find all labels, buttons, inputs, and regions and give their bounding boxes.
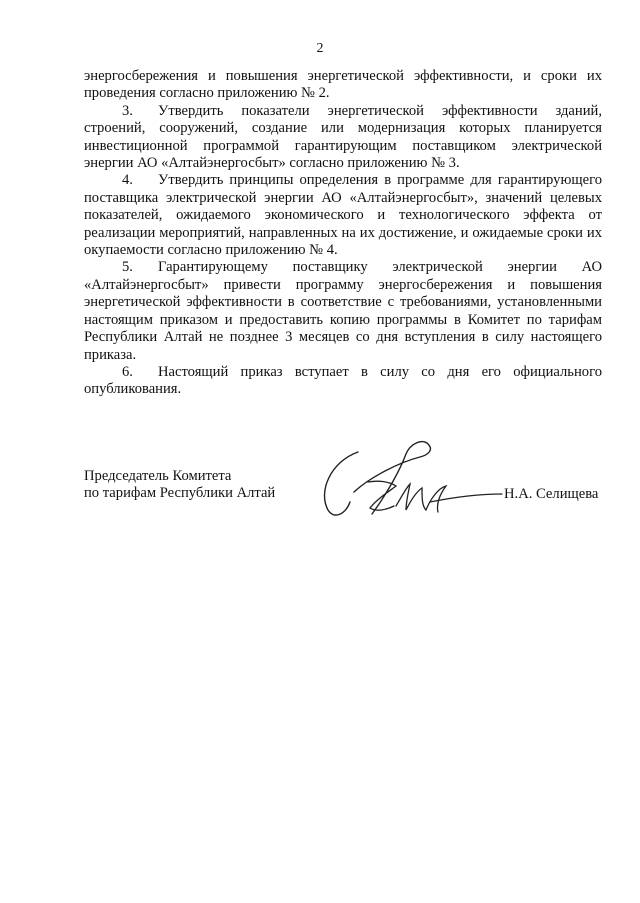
item-number: 3.: [122, 102, 133, 119]
intro-paragraph: энергосбережения и повышения энергетической эффективности, и сроки их проведения согласно приложению № 2.: [84, 68, 602, 102]
item-number: 6.: [122, 363, 133, 380]
item-text: Утвердить показатели энергетической эффективности зданий, строений, сооружений, создание или модернизация которых планируется инвестиционной программой гарантирующим поставщиком электрической энергии АО «Алтайэнергосбыт» согласно приложению № 3.: [84, 102, 602, 172]
signatory-title-line1: Председатель Комитета: [84, 468, 232, 484]
signatory-title-line2: по тарифам Республики Алтай: [84, 485, 276, 502]
document-body: [84, 68, 602, 399]
item-text: Утвердить принципы определения в программе для гарантирующего поставщика электрической энергии АО «Алтайэнергосбыт», значений целевых показателей, ожидаемого экономического и технологического эффекта от реализации мероприятий, направленных на их достижение, и ожидаемые сроки их окупаемости согласно приложению № 4.: [84, 172, 602, 259]
item-text: Настоящий приказ вступает в силу со дня его официального опубликования.: [84, 363, 602, 398]
item-5-paragraph: [84, 259, 602, 363]
item-number: 5.: [122, 259, 133, 276]
item-4-paragraph: [84, 172, 602, 259]
handwritten-signature: [310, 422, 510, 532]
item-3-paragraph: [84, 103, 602, 173]
signatory-name: Н.А. Селищева: [504, 486, 599, 502]
item-6-paragraph: [84, 364, 602, 399]
page-number: 2: [316, 41, 324, 56]
item-text: Гарантирующему поставщику электрической энергии АО «Алтайэнергосбыт» привести программу энергосбережения и повышения энергетической эффективности в соответствие с требованиями, установленными настоящим приказом и предоставить копию программы в Комитет по тарифам Республики Алтай не позднее 3 месяцев со дня вступления в силу настоящего приказа.: [84, 259, 602, 363]
item-number: 4.: [122, 172, 133, 189]
